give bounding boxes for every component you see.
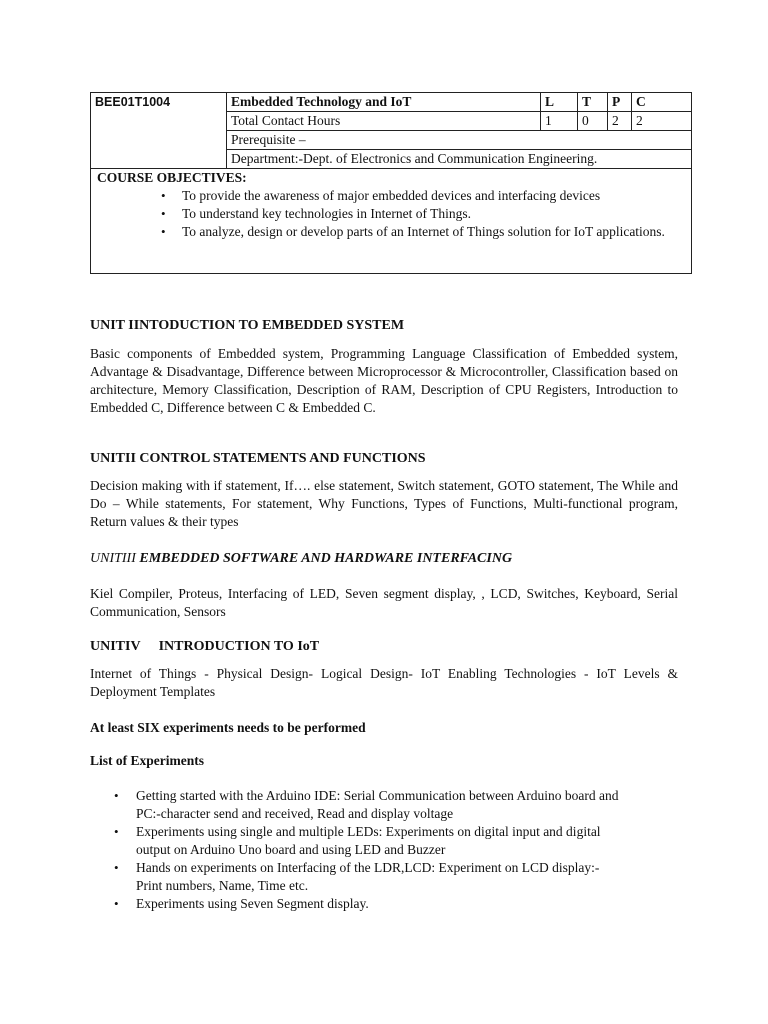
- unit-4-body: Internet of Things - Physical Design- Logical Design- IoT Enabling Technologies - IoT Levels & Deployment Templates: [90, 666, 678, 699]
- experiment-item: [136, 823, 681, 859]
- unit-2-heading-block: [90, 450, 678, 468]
- unit-1-heading-block: [90, 317, 678, 335]
- unit-3-body-block: [90, 585, 678, 621]
- objectives-heading: COURSE OBJECTIVES:: [97, 170, 247, 185]
- unit-4-number: UNITIV: [90, 639, 141, 654]
- unit-2-heading: UNITII CONTROL STATEMENTS AND FUNCTIONS: [90, 451, 426, 466]
- prerequisite: Prerequisite –: [227, 131, 692, 150]
- experiment-line: Print numbers, Name, Time etc.: [136, 878, 309, 893]
- objective-item: • To provide the awareness of major embedded devices and interfacing devices: [182, 187, 683, 205]
- experiment-line: Experiments using Seven Segment display.: [136, 896, 369, 911]
- objective-item: • To understand key technologies in Internet of Things.: [182, 205, 683, 223]
- objectives-cell: [91, 169, 692, 274]
- course-code: BEE01T1004: [91, 93, 227, 169]
- ltpc-value-t: 0: [578, 112, 608, 131]
- experiments-note-block: [90, 719, 678, 737]
- unit-3-heading-block: [90, 550, 678, 568]
- experiment-item: [136, 859, 681, 895]
- unit-4-title: INTRODUCTION TO IoT: [158, 639, 320, 654]
- ltpc-value-p: 2: [608, 112, 632, 131]
- experiment-line: Getting started with the Arduino IDE: Serial Communication between Arduino board and: [136, 788, 619, 803]
- experiment-line: Experiments using single and multiple LEDs: Experiments on digital input and digital: [136, 824, 601, 839]
- objectives-row: [91, 169, 692, 274]
- unit-2-body-block: [90, 477, 678, 531]
- objectives-list: [95, 187, 683, 241]
- experiment-line: output on Arduino Uno board and using LED and Buzzer: [136, 842, 446, 857]
- objective-item: • To analyze, design or develop parts of an Internet of Things solution for IoT applications.: [182, 223, 683, 241]
- experiments-list: [136, 787, 681, 913]
- unit-1-heading: UNIT IINTODUCTION TO EMBEDDED SYSTEM: [90, 318, 405, 333]
- unit-4-heading: [90, 638, 678, 656]
- unit-1-body: Basic components of Embedded system, Programming Language Classification of Embedded system, Advantage & Disadvantage, Difference between Microprocessor & Microcontroller, Classification based on architecture, Memory Classification, Description of RAM, Description of CPU Registers, Introduction to Embedded C, Difference between C & Embedded C.: [90, 346, 678, 415]
- contact-hours-label: Total Contact Hours: [227, 112, 541, 131]
- course-title-row: [91, 93, 692, 112]
- unit-2-body: Decision making with if statement, If…. else statement, Switch statement, GOTO statement, The While and Do – While statements, For statement, Why Functions, Types of Functions, Multi-functional program, Return values & their types: [90, 478, 678, 529]
- experiments-heading-block: [90, 752, 678, 770]
- course-title: Embedded Technology and IoT: [227, 93, 541, 112]
- ltpc-header-t: T: [578, 93, 608, 112]
- ltpc-header-p: P: [608, 93, 632, 112]
- ltpc-value-l: 1: [541, 112, 578, 131]
- experiment-item: [136, 787, 681, 823]
- experiment-line: PC:-character send and received, Read and display voltage: [136, 806, 454, 821]
- course-info-table: [90, 92, 692, 274]
- ltpc-header-l: L: [541, 93, 578, 112]
- unit-3-number: UNITIII: [90, 551, 136, 566]
- ltpc-value-c: 2: [632, 112, 692, 131]
- unit-4-body-block: [90, 665, 678, 701]
- unit-3-title: EMBEDDED SOFTWARE AND HARDWARE INTERFACING: [139, 551, 513, 566]
- ltpc-header-c: C: [632, 93, 692, 112]
- unit-4-heading-block: [90, 638, 678, 656]
- department: Department:-Dept. of Electronics and Communication Engineering.: [227, 150, 692, 169]
- unit-3-heading: [90, 550, 678, 568]
- unit-1-body-block: [90, 345, 678, 417]
- experiments-note: At least SIX experiments needs to be performed: [90, 720, 366, 735]
- unit-3-body: Kiel Compiler, Proteus, Interfacing of LED, Seven segment display, , LCD, Switches, Keyboard, Serial Communication, Sensors: [90, 586, 678, 619]
- experiment-line: Hands on experiments on Interfacing of the LDR,LCD: Experiment on LCD display:-: [136, 860, 600, 875]
- experiments-heading: List of Experiments: [90, 753, 204, 768]
- experiment-item: [136, 895, 681, 913]
